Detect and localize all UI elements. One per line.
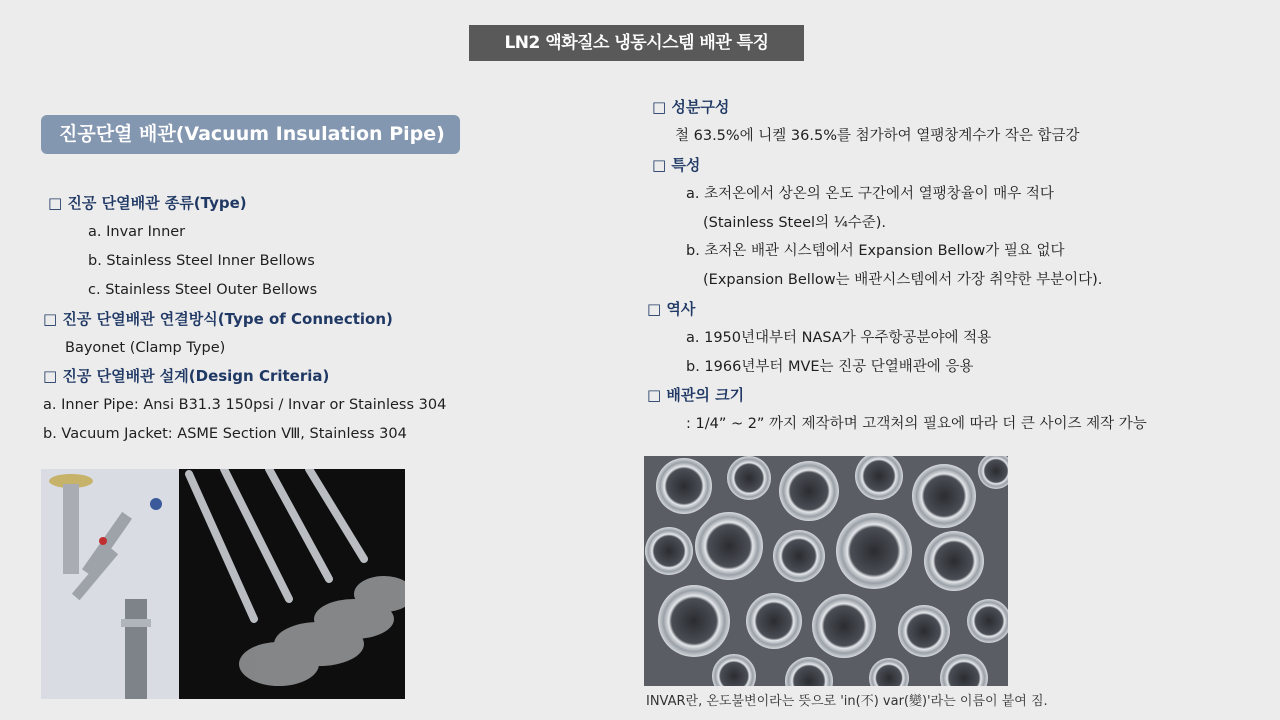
history-item: a. 1950년대부터 NASA가 우주항공분야에 적용 [686, 330, 992, 346]
composition-text: 철 63.5%에 니켈 36.5%를 첨가하여 열팽창계수가 작은 합금강 [675, 128, 1080, 144]
composition-heading: □ 성분구성 [652, 98, 730, 116]
design-heading: □ 진공 단열배관 설계(Design Criteria) [43, 367, 330, 385]
connection-heading: □ 진공 단열배관 연결방식(Type of Connection) [43, 310, 393, 328]
characteristics-item: (Stainless Steel의 ¼수준). [703, 215, 887, 231]
type-heading: □ 진공 단열배관 종류(Type) [48, 194, 247, 212]
history-heading: □ 역사 [647, 300, 696, 318]
size-text: : 1/4” ~ 2” 까지 제작하며 고객처의 필요에 따라 더 큰 사이즈 제작 가능 [686, 416, 1147, 432]
bayonet-pipe-photo [41, 469, 179, 699]
cryogenic-hoses-photo [179, 469, 405, 699]
section-heading: 진공단열 배관(Vacuum Insulation Pipe) [41, 115, 460, 154]
type-item: b. Stainless Steel Inner Bellows [88, 253, 315, 269]
characteristics-item: b. 초저온 배관 시스템에서 Expansion Bellow가 필요 없다 [686, 243, 1065, 259]
connection-text: Bayonet (Clamp Type) [65, 340, 226, 356]
steel-tubes-photo [644, 456, 1008, 686]
characteristics-item: (Expansion Bellow는 배관시스템에서 가장 취약한 부분이다). [703, 272, 1103, 288]
type-item: c. Stainless Steel Outer Bellows [88, 282, 318, 298]
slide-title: LN2 액화질소 냉동시스템 배관 특징 [469, 25, 804, 61]
type-item: a. Invar Inner [88, 224, 186, 240]
characteristics-heading: □ 특성 [652, 156, 701, 174]
invar-caption: INVAR란, 온도불변이라는 뜻으로 'in(不) var(變)'라는 이름이 붙여 짐. [646, 694, 1048, 709]
size-heading: □ 배관의 크기 [647, 386, 745, 404]
design-item: a. Inner Pipe: Ansi B31.3 150psi / Invar or Stainless 304 [43, 397, 447, 413]
design-item: b. Vacuum Jacket: ASME Section Ⅷ, Stainless 304 [43, 426, 407, 442]
history-item: b. 1966년부터 MVE는 진공 단열배관에 응용 [686, 359, 974, 375]
characteristics-item: a. 초저온에서 상온의 온도 구간에서 열팽창율이 매우 적다 [686, 186, 1054, 202]
